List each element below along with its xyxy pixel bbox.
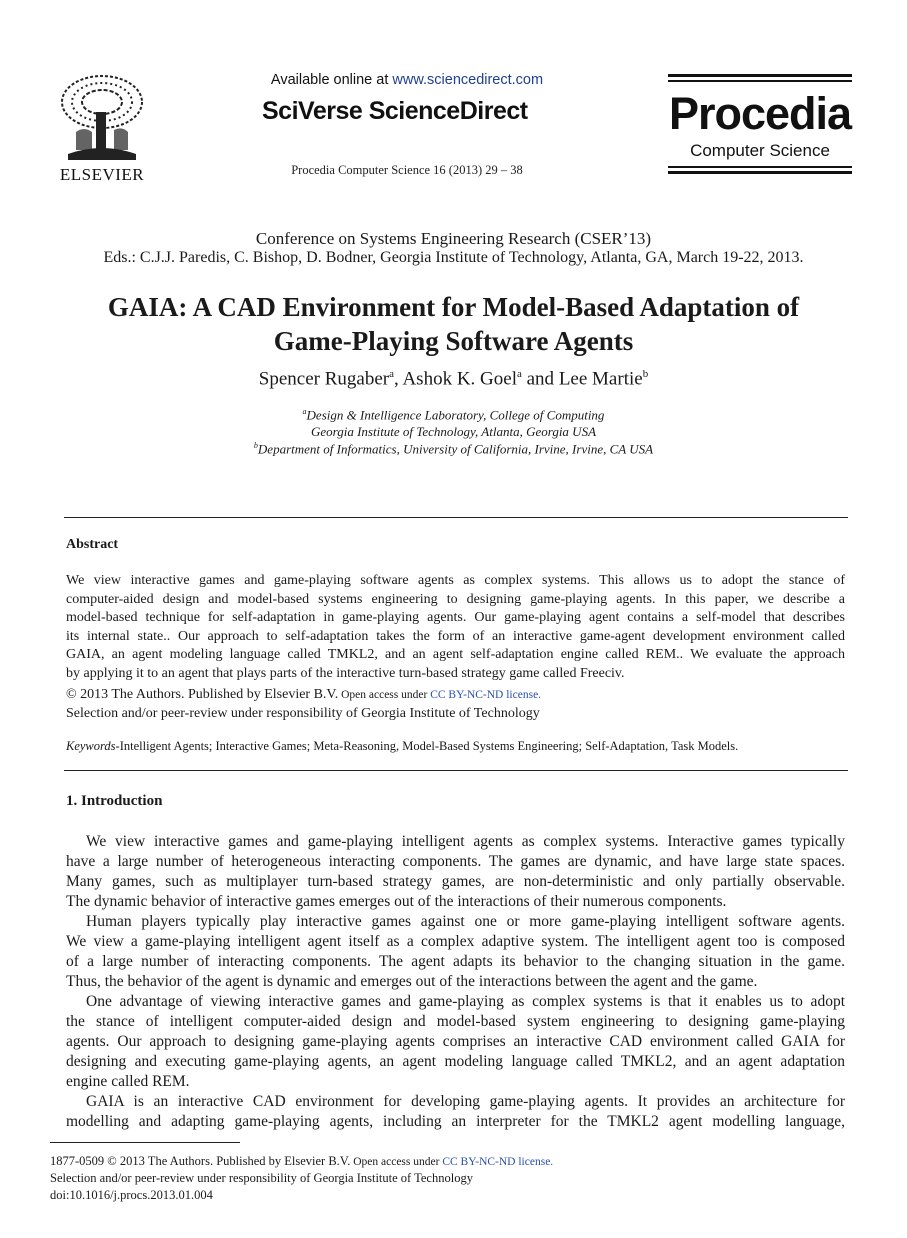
intro-line: We view interactive games and game-playing intelligent agents as complex systems. Interactive games typically: [86, 833, 845, 850]
divider: [64, 517, 848, 518]
intro-line: engine called REM.: [66, 1073, 190, 1090]
intro-line: have a large number of heterogeneous interacting components. The games are dynamic, and have large state spaces.: [66, 853, 845, 870]
procedia-rule-top-thin: [668, 80, 852, 82]
footer-issn-copyright: 1877-0509 © 2013 The Authors. Published by Elsevier B.V.: [50, 1154, 351, 1168]
author-separator: ,: [394, 368, 403, 390]
authors-line: [0, 368, 907, 390]
footer-peer-review: Selection and/or peer-review under responsibility of Georgia Institute of Technology: [50, 1171, 473, 1185]
intro-line: GAIA is an interactive CAD environment for developing game-playing agents. It provides an architecture for: [86, 1093, 845, 1110]
license-link[interactable]: CC BY-NC-ND license.: [430, 689, 542, 701]
affiliation-sup: a: [302, 407, 307, 416]
keywords-line: [66, 739, 738, 754]
open-access-text: Open access under: [338, 689, 431, 701]
journal-reference: Procedia Computer Science 16 (2013) 29 – 38: [291, 163, 523, 177]
abstract-line: model-based technique for self-adaptation in game-playing agents. Our game-playing agent contains a self-model that describes: [66, 610, 845, 626]
procedia-rule-bottom: [668, 171, 852, 174]
abstract-line: We view interactive games and game-playing software agents as complex systems. This allows us to adopt the stance of: [66, 573, 845, 588]
affiliation-sup: b: [253, 441, 258, 450]
footer-copyright: [50, 1154, 553, 1169]
author-sup: b: [642, 368, 649, 380]
footer-doi: doi:10.1016/j.procs.2013.01.004: [50, 1188, 213, 1202]
abstract-body: [66, 572, 845, 684]
title-line-1: GAIA: A CAD Environment for Model-Based Adaptation of: [107, 292, 800, 322]
section-heading: 1. Introduction: [66, 793, 163, 809]
footer-license-link[interactable]: CC BY-NC-ND license.: [442, 1156, 554, 1168]
sciencedirect-link[interactable]: www.sciencedirect.com: [392, 72, 544, 88]
procedia-logo: [668, 74, 852, 174]
abstract-line: GAIA, an agent modeling language called TMKL2, and an agent self-adaptation engine called REM.. We evaluate the approach: [66, 647, 845, 663]
title-line-2: Game-Playing Software Agents: [273, 326, 634, 356]
abstract-line: computer-aided design and model-based systems engineering to designing game-playing agents. In this paper, we describe a: [66, 591, 845, 607]
footer-open-access: Open access under: [350, 1156, 443, 1168]
affiliation-text: Department of Informatics, University of California, Irvine, Irvine, CA USA: [257, 441, 654, 457]
keywords-label: Keywords-: [66, 739, 120, 753]
abstract-line: its internal state.. Our approach to self-adaptation takes the form of an interactive game-agent development environment called: [66, 628, 845, 644]
intro-line: of a large number of interacting components. The agent adapts its behavior to the changing situation in the game.: [66, 953, 845, 970]
paper-title: [0, 290, 907, 358]
intro-line: agents. Our approach to designing game-playing agents comprises an interactive CAD environment called GAIA for: [66, 1033, 845, 1050]
intro-line: Human players typically play interactive games against one or more game-playing intelligent software agents.: [86, 913, 845, 930]
available-prefix: Available online at: [270, 72, 393, 88]
affiliation: [0, 441, 907, 457]
intro-line: We view a game-playing intelligent agent itself as a complex adaptive system. The intelligent agent too is composed: [66, 933, 845, 950]
elsevier-wordmark: ELSEVIER: [59, 165, 145, 184]
author-name: Lee Martie: [558, 368, 643, 390]
author-sup: a: [516, 368, 522, 380]
procedia-rule-top: [668, 74, 852, 77]
author-sup: a: [389, 368, 394, 380]
sciverse-sciencedirect-logo: SciVerse ScienceDirect: [262, 97, 528, 125]
keywords-text: Intelligent Agents; Interactive Games; Meta-Reasoning, Model-Based Systems Engineering; Self-Adaptation, Task Models.: [119, 739, 739, 753]
affiliation-text: Georgia Institute of Technology, Atlanta, Georgia USA: [310, 424, 597, 439]
intro-body: [66, 832, 845, 1132]
procedia-rule-bottom-thin: [668, 166, 852, 168]
copyright-text: © 2013 The Authors. Published by Elsevier B.V.: [66, 687, 339, 702]
editors-line: Eds.: C.J.J. Paredis, C. Bishop, D. Bodner, Georgia Institute of Technology, Atlanta, GA, March 19-22, 2013.: [103, 249, 804, 266]
conference-name: Conference on Systems Engineering Research (CSER’13): [255, 229, 652, 248]
author-name: Ashok K. Goel: [402, 368, 517, 390]
intro-line: the stance of intelligent computer-aided design and model-based system engineering to designing game-playing: [66, 1013, 845, 1030]
author-separator: and: [521, 368, 559, 390]
affiliation: [0, 424, 907, 440]
procedia-wordmark: Procedia: [668, 88, 852, 139]
footnote-rule: [50, 1142, 240, 1143]
intro-line: Thus, the behavior of the agent is dynamic and emerges out of the interactions between the agent and the game.: [66, 973, 758, 990]
author-name: Spencer Rugaber: [258, 368, 390, 390]
abstract-line: by applying it to an agent that plays parts of the interactive turn-based strategy game called Freeciv.: [66, 665, 625, 681]
abstract-heading: Abstract: [66, 537, 119, 552]
divider: [64, 770, 848, 771]
intro-line: One advantage of viewing interactive games and game-playing as complex systems is that it enables us to adopt: [86, 993, 845, 1010]
peer-review-line: Selection and/or peer-review under responsibility of Georgia Institute of Technology: [66, 706, 540, 721]
intro-line: designing and executing game-playing agents, an agent modeling language called TMKL2, and an agent adaptation: [66, 1053, 845, 1070]
affiliation-text: Design & Intelligence Laboratory, College of Computing: [306, 407, 605, 423]
affiliation: [0, 407, 907, 423]
copyright-line: [66, 687, 541, 703]
intro-line: Many games, such as multiplayer turn-based strategy games, are non-deterministic and only partially observable.: [66, 873, 845, 890]
procedia-subtitle: Computer Science: [690, 141, 830, 160]
intro-line: modelling and adapting game-playing agents, including an interpreter for the TMKL2 agent modelling language,: [66, 1113, 845, 1130]
intro-line: The dynamic behavior of interactive games emerges out of the interactions of their numerous components.: [66, 893, 727, 910]
